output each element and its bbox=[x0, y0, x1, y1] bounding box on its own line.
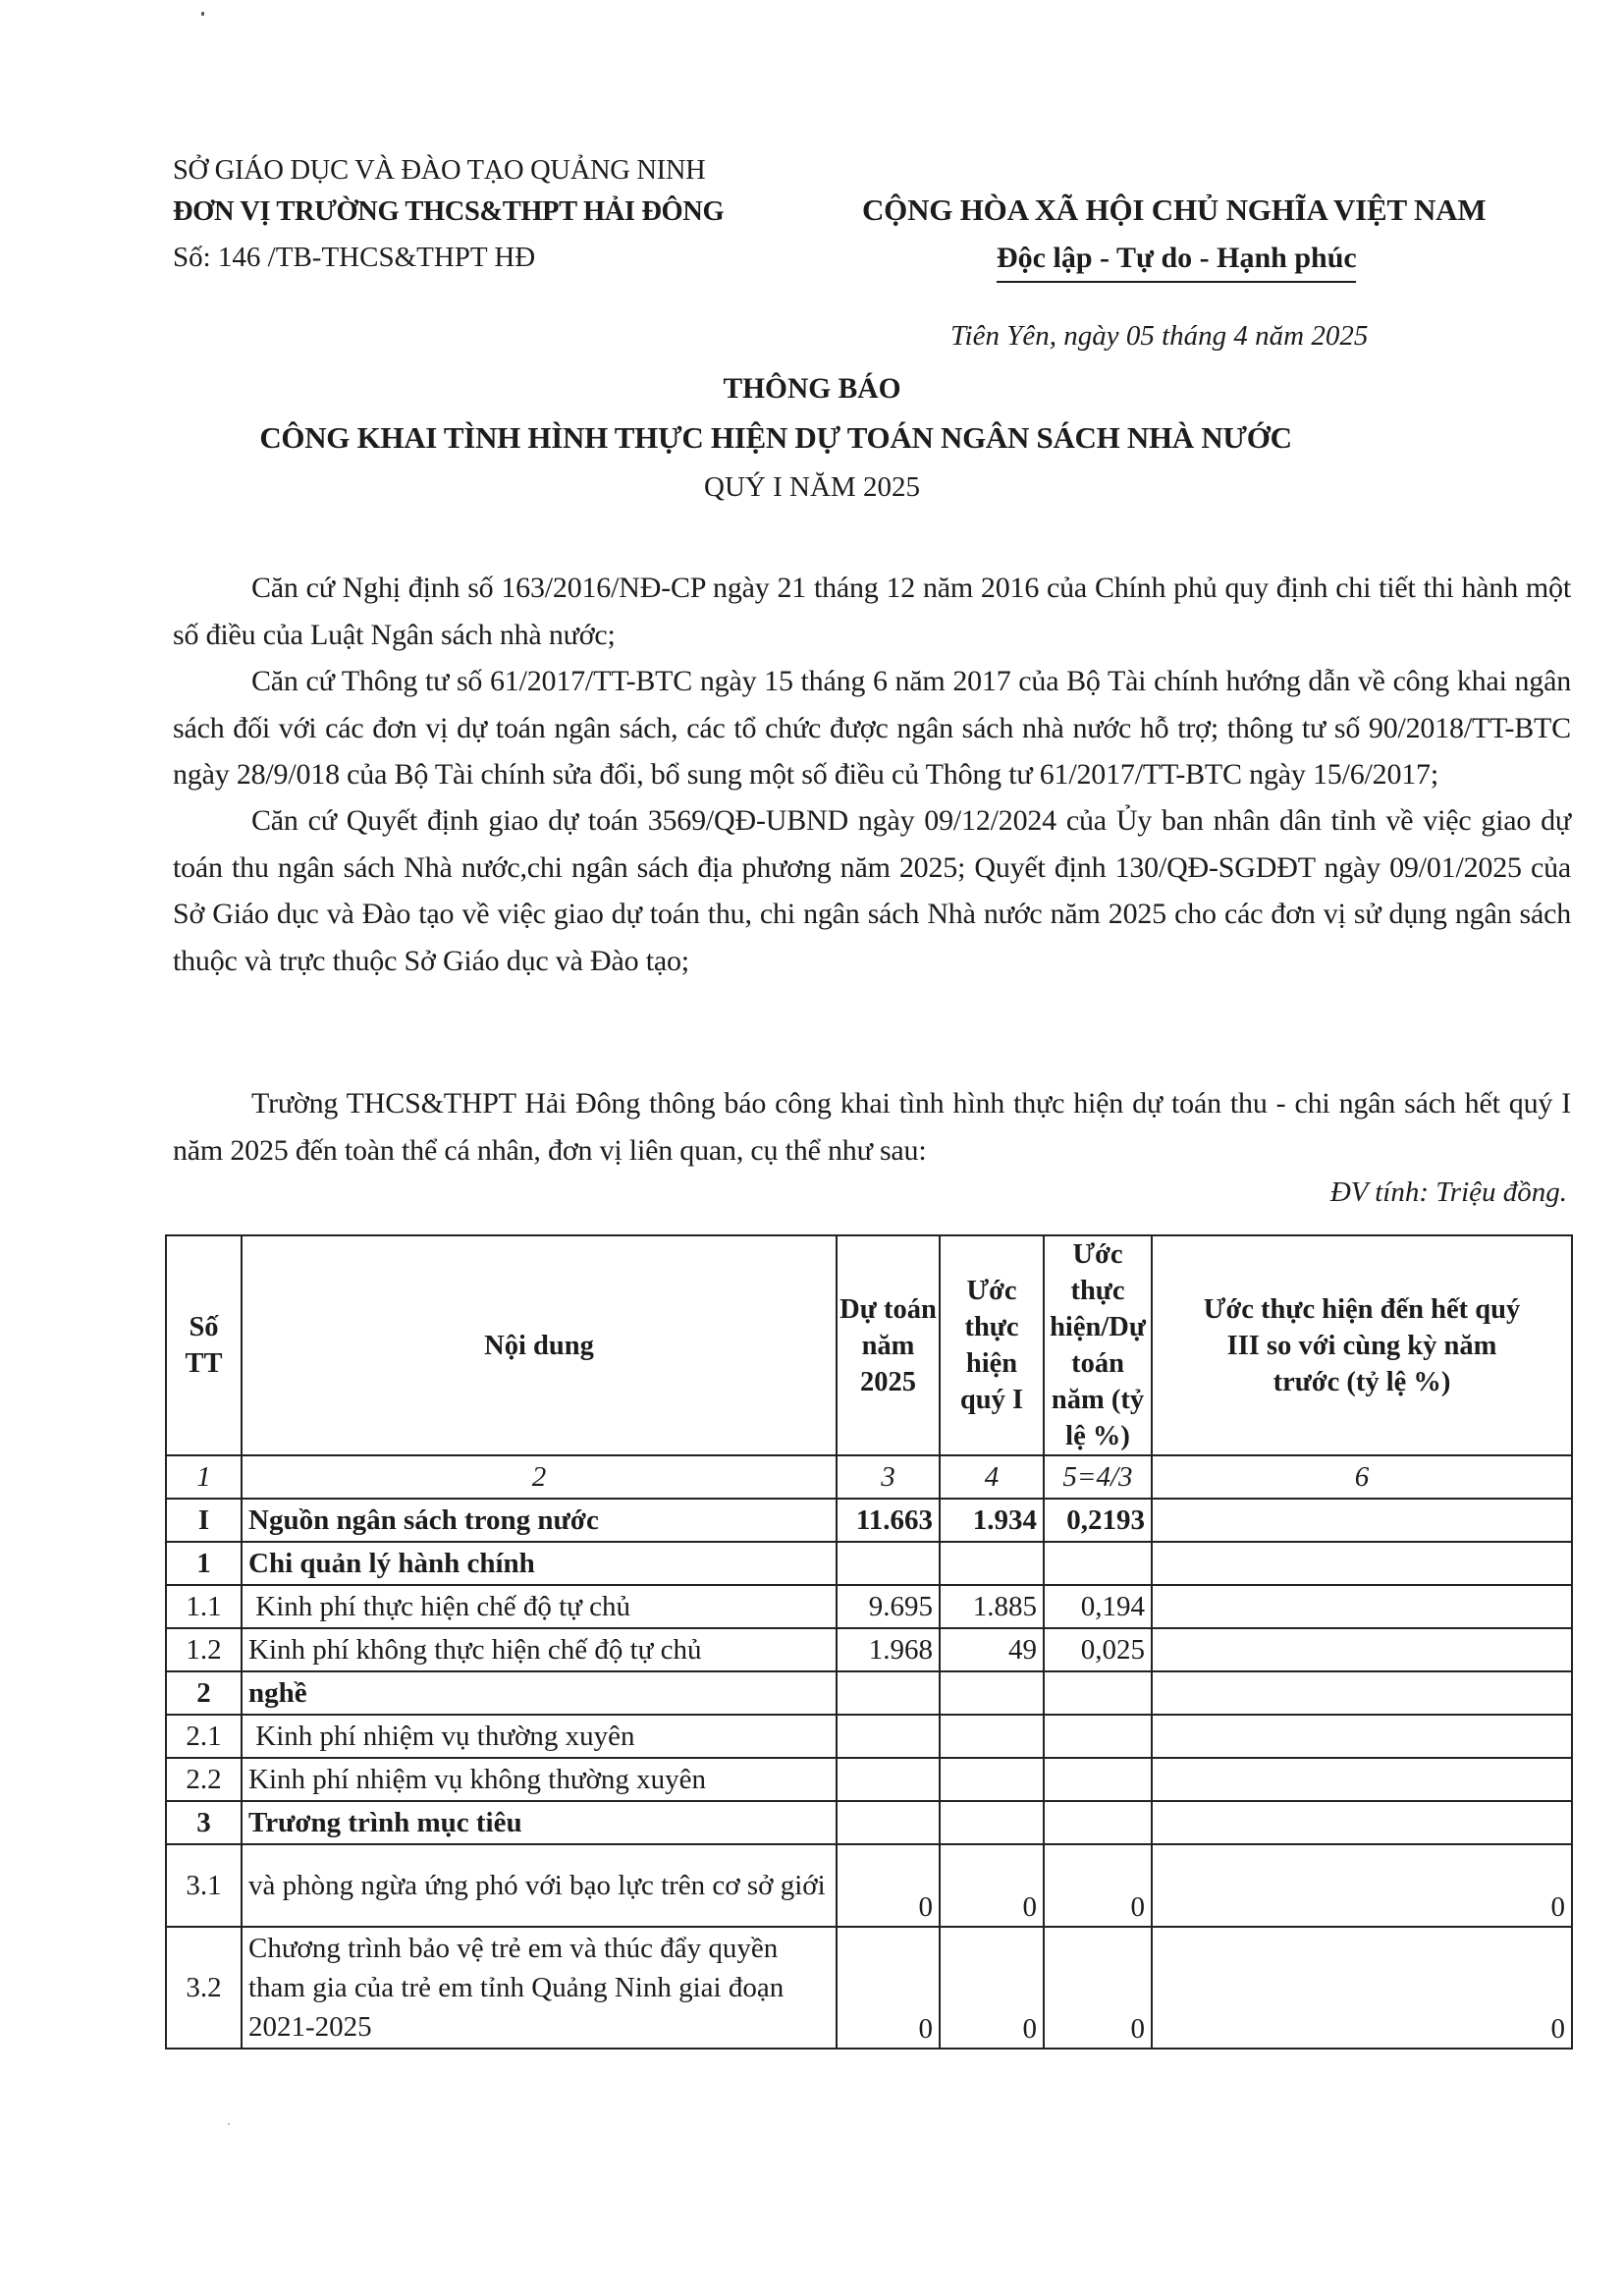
header-q1-estimate: Ước thực hiện quý I bbox=[940, 1235, 1044, 1455]
row-yoy bbox=[1152, 1758, 1572, 1801]
row-stt: 1.2 bbox=[166, 1628, 242, 1671]
legal-basis-paragraph: Căn cứ Quyết định giao dự toán 3569/QĐ-UBND ngày 09/12/2024 của Ủy ban nhân dân tỉnh về việc giao dự toán thu ngân sách Nhà nước,chi ngân sách địa phương năm 2025; Quyết định 130/QĐ-SGDĐT ngày 09/01/2025 của Sở Giáo dục và Đào tạo về việc giao dự toán thu, chi ngân sách Nhà nước năm 2025 cho các đơn vị sử dụng ngân sách thuộc và trực thuộc Sở Giáo dục và Đào tạo; bbox=[173, 804, 1571, 977]
row-stt: 1 bbox=[166, 1542, 242, 1585]
announcement-paragraph: Trường THCS&THPT Hải Đông thông báo công khai tình hình thực hiện dự toán thu - chi ngân sách hết quý I năm 2025 đến toàn thể cá nhân, đơn vị liên quan, cụ thể như sau: bbox=[173, 1087, 1571, 1167]
row-budget: 0 bbox=[837, 1844, 940, 1927]
row-ratio: 0,2193 bbox=[1044, 1499, 1152, 1542]
row-ratio: 0,194 bbox=[1044, 1585, 1152, 1628]
row-ratio bbox=[1044, 1758, 1152, 1801]
document-period: QUÝ I NĂM 2025 bbox=[704, 471, 920, 503]
row-content: Nguồn ngân sách trong nước bbox=[242, 1499, 837, 1542]
row-budget: 1.968 bbox=[837, 1628, 940, 1671]
column-number: 4 bbox=[940, 1455, 1044, 1499]
row-content: Trương trình mục tiêu bbox=[242, 1801, 837, 1844]
unit-name: ĐƠN VỊ TRƯỜNG THCS&THPT HẢI ĐÔNG bbox=[173, 196, 725, 227]
row-stt: 3.1 bbox=[166, 1844, 242, 1927]
row-q1-estimate: 49 bbox=[940, 1628, 1044, 1671]
row-stt: 2 bbox=[166, 1671, 242, 1715]
row-q1-estimate: 1.885 bbox=[940, 1585, 1044, 1628]
row-yoy: 0 bbox=[1152, 1927, 1572, 2049]
row-stt: 2.1 bbox=[166, 1715, 242, 1758]
row-content: Kinh phí nhiệm vụ thường xuyên bbox=[242, 1715, 837, 1758]
row-budget bbox=[837, 1542, 940, 1585]
row-content: Kinh phí nhiệm vụ không thường xuyên bbox=[242, 1758, 837, 1801]
row-content: Kinh phí không thực hiện chế độ tự chủ bbox=[242, 1628, 837, 1671]
header-content: Nội dung bbox=[242, 1235, 837, 1455]
header-yoy: Ước thực hiện đến hết quý III so với cùng kỳ năm trước (tỷ lệ %) bbox=[1152, 1235, 1572, 1455]
row-yoy bbox=[1152, 1801, 1572, 1844]
row-q1-estimate bbox=[940, 1542, 1044, 1585]
row-stt: 1.1 bbox=[166, 1585, 242, 1628]
table-header-row bbox=[166, 1235, 1572, 1455]
national-title: CỘNG HÒA XÃ HỘI CHỦ NGHĨA VIỆT NAM bbox=[862, 192, 1487, 227]
row-yoy bbox=[1152, 1542, 1572, 1585]
row-stt: 3.2 bbox=[166, 1927, 242, 2049]
row-content: Chi quản lý hành chính bbox=[242, 1542, 837, 1585]
column-number: 2 bbox=[242, 1455, 837, 1499]
header-stt: Số TT bbox=[166, 1235, 242, 1455]
table-row bbox=[166, 1715, 1572, 1758]
row-content: Kinh phí thực hiện chế độ tự chủ bbox=[242, 1585, 837, 1628]
scan-speck bbox=[228, 2123, 230, 2125]
row-budget: 9.695 bbox=[837, 1585, 940, 1628]
table-row bbox=[166, 1927, 1572, 2049]
row-yoy bbox=[1152, 1628, 1572, 1671]
row-yoy bbox=[1152, 1715, 1572, 1758]
column-number: 1 bbox=[166, 1455, 242, 1499]
header-budget-2025: Dự toán năm 2025 bbox=[837, 1235, 940, 1455]
row-yoy: 0 bbox=[1152, 1844, 1572, 1927]
column-number: 3 bbox=[837, 1455, 940, 1499]
scan-speck bbox=[201, 12, 204, 16]
row-stt: 2.2 bbox=[166, 1758, 242, 1801]
place-date: Tiên Yên, ngày 05 tháng 4 năm 2025 bbox=[950, 320, 1369, 352]
column-number-row bbox=[166, 1455, 1572, 1499]
column-number: 6 bbox=[1152, 1455, 1572, 1499]
row-content: và phòng ngừa ứng phó với bạo lực trên cơ sở giới bbox=[242, 1844, 837, 1927]
document-type-title: THÔNG BÁO bbox=[723, 373, 901, 405]
row-yoy bbox=[1152, 1671, 1572, 1715]
table-row bbox=[166, 1801, 1572, 1844]
row-ratio bbox=[1044, 1715, 1152, 1758]
document-number: Số: 146 /TB-THCS&THPT HĐ bbox=[173, 242, 536, 273]
row-ratio bbox=[1044, 1801, 1152, 1844]
row-ratio: 0 bbox=[1044, 1927, 1152, 2049]
table-row bbox=[166, 1542, 1572, 1585]
row-budget bbox=[837, 1715, 940, 1758]
row-q1-estimate bbox=[940, 1801, 1044, 1844]
row-ratio: 0,025 bbox=[1044, 1628, 1152, 1671]
row-ratio: 0 bbox=[1044, 1844, 1152, 1927]
header-ratio: Ước thực hiện/Dự toán năm (tỷ lệ %) bbox=[1044, 1235, 1152, 1455]
row-q1-estimate: 1.934 bbox=[940, 1499, 1044, 1542]
table-row bbox=[166, 1585, 1572, 1628]
row-q1-estimate: 0 bbox=[940, 1927, 1044, 2049]
row-budget bbox=[837, 1671, 940, 1715]
column-number: 5=4/3 bbox=[1044, 1455, 1152, 1499]
row-q1-estimate bbox=[940, 1758, 1044, 1801]
row-content: nghề bbox=[242, 1671, 837, 1715]
row-stt: 3 bbox=[166, 1801, 242, 1844]
table-row bbox=[166, 1671, 1572, 1715]
table-row bbox=[166, 1844, 1572, 1927]
agency-name: SỞ GIÁO DỤC VÀ ĐÀO TẠO QUẢNG NINH bbox=[173, 155, 706, 186]
row-yoy bbox=[1152, 1499, 1572, 1542]
legal-basis-paragraph: Căn cứ Thông tư số 61/2017/TT-BTC ngày 15 tháng 6 năm 2017 của Bộ Tài chính hướng dẫn về công khai ngân sách đối với các đơn vị dự toán ngân sách, các tổ chức được ngân sách nhà nước hỗ trợ; thông tư số 90/2018/TT-BTC ngày 28/9/018 của Bộ Tài chính sửa đổi, bổ sung một số điều củ Thông tư 61/2017/TT-BTC ngày 15/6/2017; bbox=[173, 665, 1571, 791]
motto-underline bbox=[997, 281, 1356, 283]
table-row bbox=[166, 1758, 1572, 1801]
row-budget bbox=[837, 1801, 940, 1844]
unit-of-measure-note: ĐV tính: Triệu đồng. bbox=[1329, 1176, 1567, 1208]
row-budget bbox=[837, 1758, 940, 1801]
row-q1-estimate bbox=[940, 1715, 1044, 1758]
row-yoy bbox=[1152, 1585, 1572, 1628]
legal-basis-paragraph: Căn cứ Nghị định số 163/2016/NĐ-CP ngày 21 tháng 12 năm 2016 của Chính phủ quy định chi tiết thi hành một số điều của Luật Ngân sách nhà nước; bbox=[173, 572, 1571, 651]
row-q1-estimate bbox=[940, 1671, 1044, 1715]
table-row bbox=[166, 1628, 1572, 1671]
table-row bbox=[166, 1499, 1572, 1542]
national-motto: Độc lập - Tự do - Hạnh phúc bbox=[997, 242, 1357, 274]
row-q1-estimate: 0 bbox=[940, 1844, 1044, 1927]
budget-table bbox=[165, 1234, 1573, 2050]
document-main-title: CÔNG KHAI TÌNH HÌNH THỰC HIỆN DỰ TOÁN NGÂN SÁCH NHÀ NƯỚC bbox=[259, 420, 1292, 455]
row-stt: I bbox=[166, 1499, 242, 1542]
row-budget: 0 bbox=[837, 1927, 940, 2049]
row-ratio bbox=[1044, 1671, 1152, 1715]
row-ratio bbox=[1044, 1542, 1152, 1585]
row-content: Chương trình bảo vệ trẻ em và thúc đẩy quyền tham gia của trẻ em tỉnh Quảng Ninh giai đoạn 2021-2025 bbox=[242, 1927, 837, 2049]
row-budget: 11.663 bbox=[837, 1499, 940, 1542]
